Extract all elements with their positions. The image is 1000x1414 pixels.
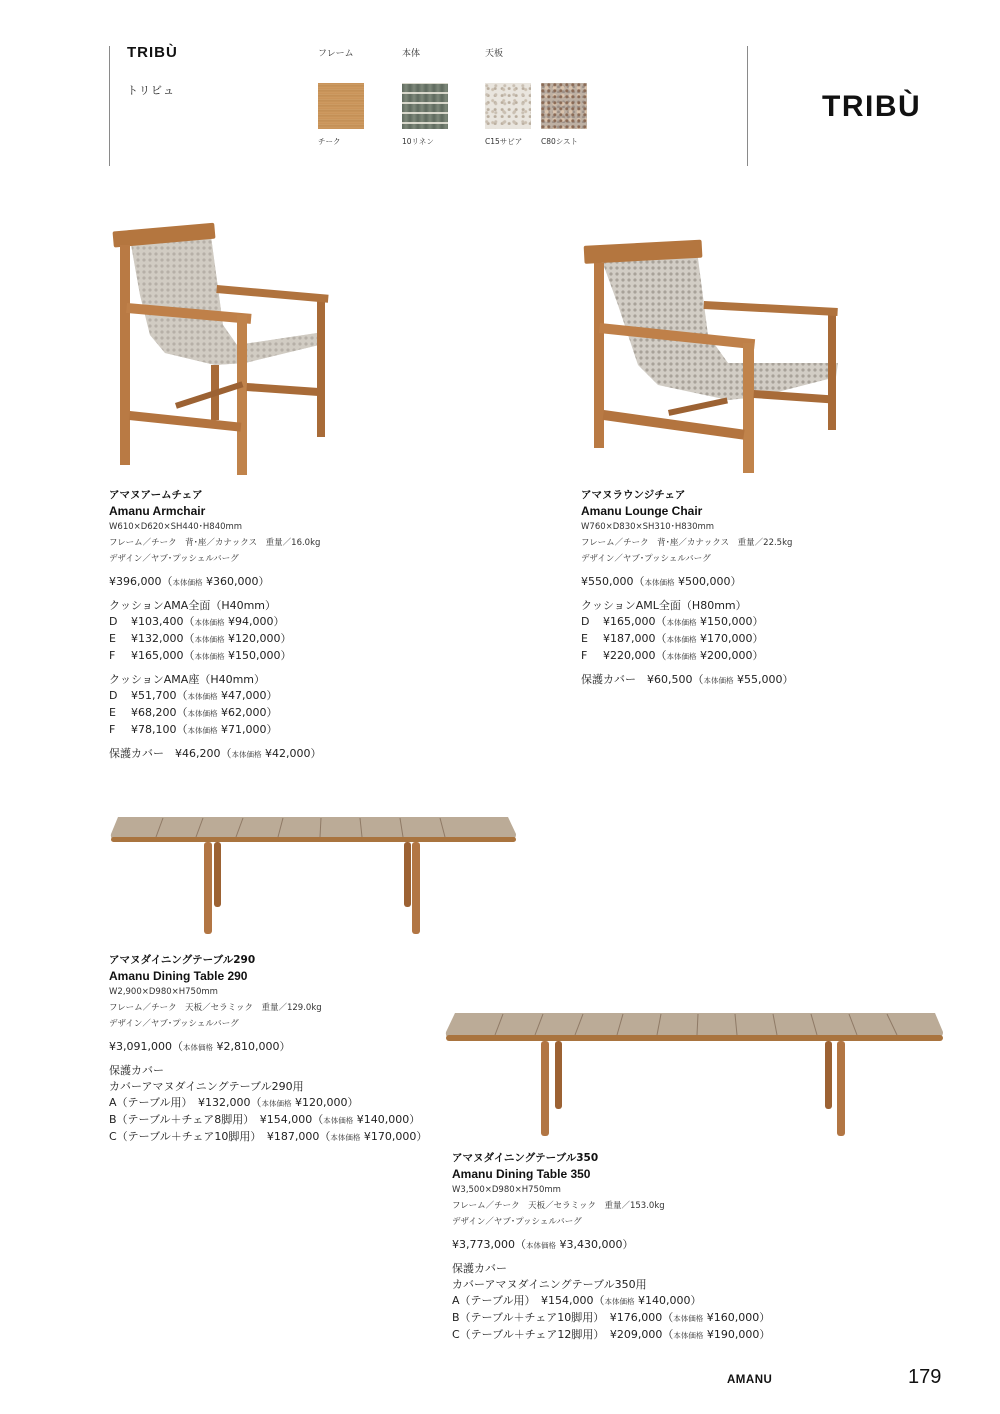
cover-price-row: A（テーブル用） ¥154,000（本体価格 ¥140,000） <box>452 1294 702 1307</box>
product-dimensions: W3,500×D980×H750mm <box>452 1185 561 1195</box>
swatch-label-linen: 10リネン <box>402 137 434 146</box>
cover-section-subtitle: カバーアマヌダイニングテーブル290用 <box>109 1080 304 1093</box>
dining-table-290-photo <box>108 814 518 939</box>
brand-kana: トリビュ <box>127 84 175 97</box>
brand-logo-large: TRIBÙ <box>822 90 922 123</box>
page-number: 179 <box>908 1366 942 1388</box>
price-row: F ¥220,000（本体価格 ¥200,000） <box>581 649 764 662</box>
cushion-group-title: クッションAML全面（H80mm） <box>581 599 747 612</box>
price-row: F ¥165,000（本体価格 ¥150,000） <box>109 649 292 662</box>
cover-section-title: 保護カバー <box>452 1262 507 1275</box>
cover-price-row: A（テーブル用） ¥132,000（本体価格 ¥120,000） <box>109 1096 359 1109</box>
product-jp-name: アマヌダイニングテーブル290 <box>109 954 256 966</box>
cushion-group-title: クッションAMA座（H40mm） <box>109 673 266 686</box>
cover-price-row: C（テーブル＋チェア12脚用） ¥209,000（本体価格 ¥190,000） <box>452 1328 771 1341</box>
product-designer: デザイン／ヤブ･プッシェルバーグ <box>109 1019 239 1029</box>
swatch-c15-sabia <box>485 83 531 129</box>
brand-name: TRIBÙ <box>127 44 178 61</box>
material-heading-top: 天板 <box>485 49 504 59</box>
product-materials: フレーム／チーク 天板／セラミック 重量／153.0kg <box>452 1201 665 1211</box>
price-row: D ¥165,000（本体価格 ¥150,000） <box>581 615 764 628</box>
cover-section-subtitle: カバーアマヌダイニングテーブル350用 <box>452 1278 647 1291</box>
product-price: ¥550,000（本体価格 ¥500,000） <box>581 575 742 588</box>
lounge-chair-photo <box>578 235 843 480</box>
product-en-name: Amanu Lounge Chair <box>581 504 703 518</box>
swatch-teak <box>318 83 364 129</box>
product-dimensions: W760×D830×SH310･H830mm <box>581 522 715 532</box>
product-materials: フレーム／チーク 背･座／カナックス 重量／16.0kg <box>109 538 321 548</box>
swatch-label-c15: C15サビア <box>485 137 523 146</box>
product-en-name: Amanu Dining Table 290 <box>109 969 248 983</box>
product-price: ¥396,000（本体価格 ¥360,000） <box>109 575 270 588</box>
product-lounge-chair <box>581 487 911 689</box>
product-jp-name: アマヌアームチェア <box>109 489 203 501</box>
swatch-c80-schist <box>541 83 587 129</box>
product-jp-name: アマヌラウンジチェア <box>581 489 686 501</box>
product-jp-name: アマヌダイニングテーブル350 <box>452 1152 599 1164</box>
product-designer: デザイン／ヤブ･プッシェルバーグ <box>581 554 711 564</box>
product-dining-table-350 <box>452 1150 792 1344</box>
product-dimensions: W2,900×D980×H750mm <box>109 987 218 997</box>
armchair-photo <box>105 215 340 480</box>
product-designer: デザイン／ヤブ･プッシェルバーグ <box>452 1217 582 1227</box>
header-left-rule <box>109 46 110 166</box>
price-row: D ¥103,400（本体価格 ¥94,000） <box>109 615 285 628</box>
material-heading-body: 本体 <box>402 49 421 59</box>
product-en-name: Amanu Dining Table 350 <box>452 1167 591 1181</box>
dining-table-350-photo <box>443 1010 945 1140</box>
product-price: ¥3,091,000（本体価格 ¥2,810,000） <box>109 1040 291 1053</box>
swatch-label-teak: チーク <box>318 137 341 146</box>
swatch-linen <box>402 83 448 129</box>
product-dining-table-290 <box>109 952 449 1146</box>
product-materials: フレーム／チーク 背･座／カナックス 重量／22.5kg <box>581 538 793 548</box>
product-en-name: Amanu Armchair <box>109 504 206 518</box>
footer-series-name: AMANU <box>727 1374 773 1386</box>
product-armchair <box>109 487 439 763</box>
cover-price-row: B（テーブル＋チェア8脚用） ¥154,000（本体価格 ¥140,000） <box>109 1113 421 1126</box>
price-row: E ¥68,200（本体価格 ¥62,000） <box>109 706 278 719</box>
cover-section-title: 保護カバー <box>109 1064 164 1077</box>
price-row: F ¥78,100（本体価格 ¥71,000） <box>109 723 278 736</box>
cushion-group-title: クッションAMA全面（H40mm） <box>109 599 277 612</box>
swatch-label-c80: C80シスト <box>541 137 579 146</box>
material-heading-frame: フレーム <box>318 49 354 59</box>
price-row: E ¥132,000（本体価格 ¥120,000） <box>109 632 292 645</box>
product-materials: フレーム／チーク 天板／セラミック 重量／129.0kg <box>109 1003 322 1013</box>
cover-price-row: C（テーブル＋チェア10脚用） ¥187,000（本体価格 ¥170,000） <box>109 1130 428 1143</box>
header-right-rule <box>747 46 748 166</box>
cover-price-row: 保護カバー ¥60,500（本体価格 ¥55,000） <box>581 673 794 686</box>
product-dimensions: W610×D620×SH440･H840mm <box>109 522 243 532</box>
cover-price-row: 保護カバー ¥46,200（本体価格 ¥42,000） <box>109 747 322 760</box>
product-price: ¥3,773,000（本体価格 ¥3,430,000） <box>452 1238 634 1251</box>
price-row: D ¥51,700（本体価格 ¥47,000） <box>109 689 278 702</box>
product-designer: デザイン／ヤブ･プッシェルバーグ <box>109 554 239 564</box>
price-row: E ¥187,000（本体価格 ¥170,000） <box>581 632 764 645</box>
cover-price-row: B（テーブル＋チェア10脚用） ¥176,000（本体価格 ¥160,000） <box>452 1311 771 1324</box>
